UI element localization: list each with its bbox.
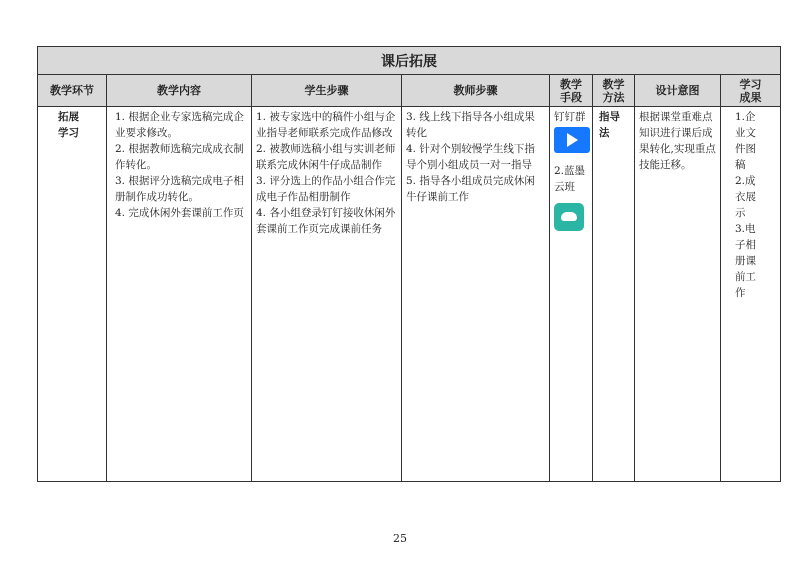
content-item-4: 4. 完成休闲外套课前工作页 (115, 207, 244, 219)
header-stage: 教学环节 (38, 75, 107, 107)
cell-outcome (721, 107, 780, 481)
content-item-3: 3. 根据评分选稿完成电子相册制作成功转化。 (115, 175, 244, 203)
outcome-item-2: 2.成衣展示 (735, 175, 756, 219)
page-number: 25 (393, 532, 407, 545)
intent-text: 根据课堂重难点知识进行课后成果转化,实现重点技能迁移。 (639, 111, 716, 171)
method-text: 指导法 (599, 111, 620, 139)
means-item-2: 2.蓝墨云班 (554, 165, 586, 193)
stage-text: 拓展学习 (58, 111, 79, 139)
means-item-1: 钉钉群 (554, 111, 586, 123)
content-item-1: 1. 根据企业专家选稿完成企业要求修改。 (115, 111, 244, 139)
cell-student (252, 107, 402, 481)
student-item-2: 2. 被教师选稿小组与实训老师联系完成休闲牛仔成品制作 (256, 143, 396, 171)
cell-content (107, 107, 252, 481)
header-outcome: 学习成果 (721, 75, 780, 107)
cell-teacher (402, 107, 550, 481)
cell-stage (38, 107, 107, 481)
teacher-item-2: 4. 针对个别较慢学生线下指导个别小组成员一对一指导 (406, 143, 535, 171)
student-item-4: 4. 各小组登录钉钉接收休闲外套课前工作页完成课前任务 (256, 207, 396, 235)
teacher-item-1: 3. 线上线下指导各小组成果转化 (406, 111, 535, 139)
header-means: 教学手段 (550, 75, 593, 107)
header-intent: 设计意图 (635, 75, 721, 107)
student-item-1: 1. 被专家选中的稿件小组与企业指导老师联系完成作品修改 (256, 111, 396, 139)
header-content: 教学内容 (107, 75, 252, 107)
lanmo-cloud-icon (554, 203, 584, 231)
cell-means (550, 107, 593, 481)
cell-method (593, 107, 635, 481)
cell-intent (635, 107, 721, 481)
outcome-item-3: 3.电子相册课前工作 (735, 223, 756, 299)
header-method: 教学方法 (593, 75, 635, 107)
student-item-3: 3. 评分选上的作品小组合作完成电子作品相册制作 (256, 175, 396, 203)
header-teacher: 教师步骤 (402, 75, 550, 107)
content-item-2: 2. 根据教师选稿完成成衣制作转化。 (115, 143, 244, 171)
table-title: 课后拓展 (38, 47, 780, 75)
teacher-item-3: 5. 指导各小组成员完成休闲牛仔课前工作 (406, 175, 535, 203)
header-student: 学生步骤 (252, 75, 402, 107)
dingtalk-icon (554, 127, 590, 153)
outcome-item-1: 1.企业文件图稿 (735, 111, 756, 171)
lesson-table (37, 46, 781, 482)
